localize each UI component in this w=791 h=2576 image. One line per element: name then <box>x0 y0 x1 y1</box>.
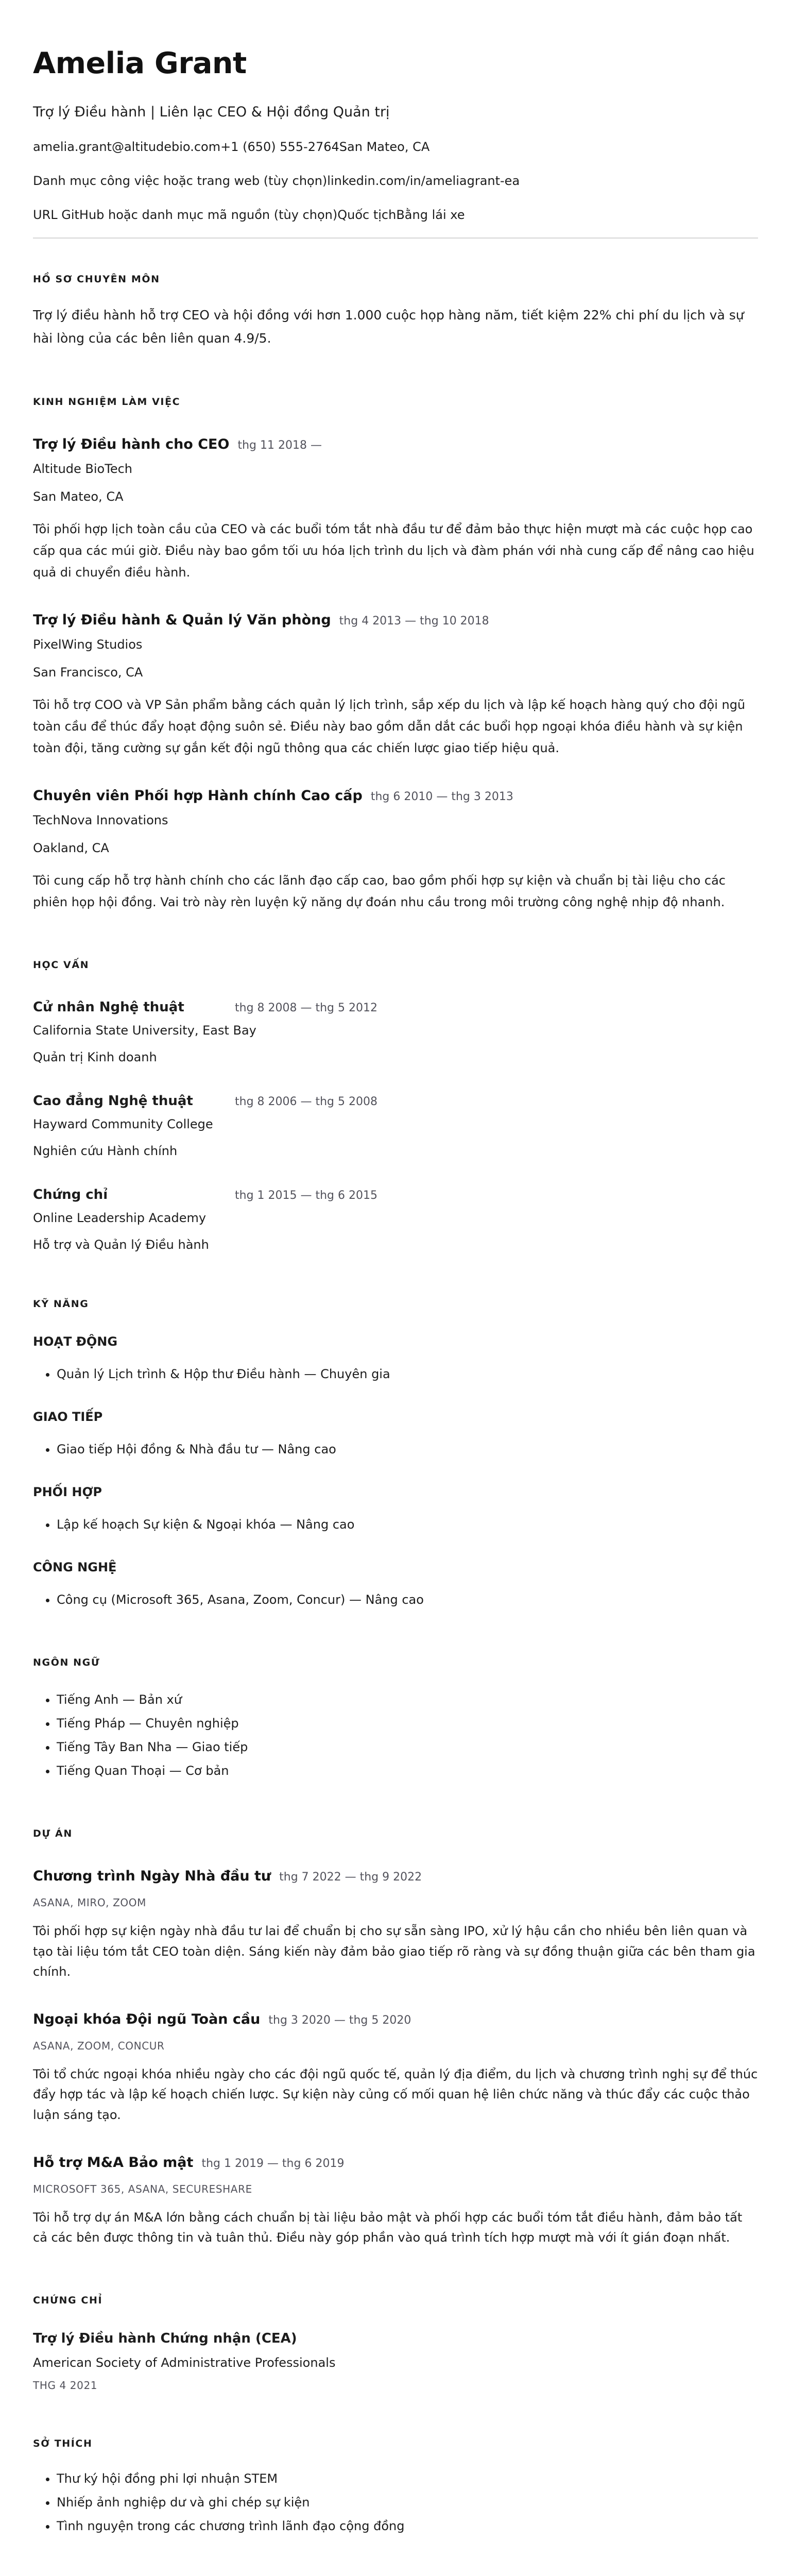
section-heading-profile: HỒ SƠ CHUYÊN MÔN <box>33 274 160 285</box>
section-heading-languages: NGÔN NGỮ <box>33 1657 100 1668</box>
section-projects <box>33 1828 758 2248</box>
skills-group-name: GIAO TIẾP <box>33 1410 103 1424</box>
skills-group <box>33 1485 758 1535</box>
project-title: Hỗ trợ M&A Bảo mật <box>33 2154 194 2171</box>
section-skills <box>33 1298 758 1611</box>
job-description: Tôi hỗ trợ COO và VP Sản phẩm bằng cách quản lý lịch trình, sắp xếp du lịch và lập kế hoạch hàng quý cho đội ngũ toàn cầu để thúc đẩy hoạt động suôn sẻ. Điều này bao gồm dẫn dắt các buổi họp ngoại khóa điều hành và sự kiện toàn đội, tăng cường sự gắn kết đội ngũ thông qua các chiến lược giao tiếp hiệu quả. <box>33 698 746 755</box>
section-profile <box>33 274 758 350</box>
job-entry <box>33 788 758 913</box>
job-entry-head <box>33 788 758 804</box>
section-languages <box>33 1657 758 1782</box>
project-description: Tôi phối hợp sự kiện ngày nhà đầu tư lai để chuẩn bị cho sự sẵn sàng IPO, xử lý hậu cần cho nhiều bên liên quan và tạo tài liệu tóm tắt CEO toàn diện. Sáng kiến này đảm bảo giao tiếp rõ ràng và sự đồng thuận giữa các bên tham gia chính. <box>33 1924 755 1979</box>
language-item: • Tiếng Anh — Bản xứ <box>57 1689 758 1710</box>
job-subtitle: Trợ lý Điều hành | Liên lạc CEO & Hội đồng Quản trị <box>33 104 390 120</box>
section-experience <box>33 396 758 913</box>
cert-name: Trợ lý Điều hành Chứng nhận (CEA) <box>33 2330 297 2346</box>
skills-list <box>33 1514 758 1535</box>
job-description: Tôi phối hợp lịch toàn cầu của CEO và các buổi tóm tắt nhà đầu tư để đảm bảo thực hiện mượt mà các cuộc họp cao cấp qua các múi giờ. Điều này bao gồm tối ưu hóa lịch trình du lịch và đàm phán với nhà cung cấp để nâng cao hiệu quả di chuyển điều hành. <box>33 522 754 580</box>
education-entry-head <box>33 1093 758 1109</box>
job-dates: thg 11 2018 — <box>237 439 322 452</box>
contact-line-1: amelia.grant@altitudebio.com+1 (650) 555-2764San Mateo, CA <box>33 140 430 154</box>
skill-item: • Giao tiếp Hội đồng & Nhà đầu tư — Nâng cao <box>57 1438 758 1460</box>
job-dates: thg 4 2013 — thg 10 2018 <box>339 615 489 628</box>
skills-list <box>33 1589 758 1611</box>
edu-field: Hỗ trợ và Quản lý Điều hành <box>33 1238 209 1252</box>
project-entry <box>33 2011 758 2126</box>
section-heading-education: HỌC VẤN <box>33 959 90 971</box>
edu-school: California State University, East Bay <box>33 1023 256 1038</box>
language-item: • Tiếng Tây Ban Nha — Giao tiếp <box>57 1736 758 1758</box>
edu-dates: thg 8 2006 — thg 5 2008 <box>235 1095 377 1108</box>
project-dates: thg 7 2022 — thg 9 2022 <box>279 1871 422 1884</box>
skills-group <box>33 1410 758 1460</box>
languages-list <box>33 1689 758 1782</box>
job-entry <box>33 436 758 583</box>
cert-date: THG 4 2021 <box>33 2379 98 2392</box>
job-location: Oakland, CA <box>33 841 109 855</box>
resume-header <box>33 46 758 239</box>
skills-group-name: PHỐI HỢP <box>33 1485 102 1499</box>
project-tools: ASANA, MIRO, ZOOM <box>33 1896 146 1909</box>
education-entry <box>33 1093 758 1158</box>
edu-dates: thg 8 2008 — thg 5 2012 <box>235 1002 377 1014</box>
language-item: • Tiếng Pháp — Chuyên nghiệp <box>57 1713 758 1734</box>
section-certifications <box>33 2295 758 2392</box>
project-title: Ngoại khóa Đội ngũ Toàn cầu <box>33 2011 261 2027</box>
project-entry-head <box>33 2011 758 2027</box>
project-tools: MICROSOFT 365, ASANA, SECURESHARE <box>33 2182 252 2195</box>
project-description: Tôi tổ chức ngoại khóa nhiều ngày cho các đội ngũ quốc tế, quản lý địa điểm, du lịch và chương trình nghị sự để thúc đẩy hợp tác và lập kế hoạch chiến lược. Sự kiện này củng cố mối quan hệ liên chức năng và thúc đẩy các cuộc thảo luận sáng tạo. <box>33 2066 758 2122</box>
project-title: Chương trình Ngày Nhà đầu tư <box>33 1868 271 1884</box>
contact-line-3: URL GitHub hoặc danh mục mã nguồn (tùy chọn)Quốc tịchBằng lái xe <box>33 208 465 222</box>
edu-school: Hayward Community College <box>33 1117 213 1131</box>
job-location: San Mateo, CA <box>33 489 124 504</box>
hobby-item: • Tình nguyện trong các chương trình lãnh đạo cộng đồng <box>57 2515 758 2537</box>
project-entry <box>33 1868 758 1982</box>
skills-group <box>33 1334 758 1385</box>
skills-group <box>33 1560 758 1611</box>
skills-group-name: CÔNG NGHỆ <box>33 1560 117 1574</box>
edu-degree: Cử nhân Nghệ thuật <box>33 999 184 1015</box>
language-item: • Tiếng Quan Thoại — Cơ bản <box>57 1760 758 1782</box>
project-tools: ASANA, ZOOM, CONCUR <box>33 2039 165 2052</box>
section-education <box>33 959 758 1252</box>
section-heading-experience: KINH NGHIỆM LÀM VIỆC <box>33 396 181 408</box>
section-heading-hobbies: SỞ THÍCH <box>33 2437 93 2449</box>
job-company: PixelWing Studios <box>33 637 143 652</box>
section-hobbies <box>33 2438 758 2537</box>
skills-list <box>33 1438 758 1460</box>
section-heading-skills: KỸ NĂNG <box>33 1298 89 1310</box>
edu-school: Online Leadership Academy <box>33 1211 207 1225</box>
job-title: Trợ lý Điều hành & Quản lý Văn phòng <box>33 612 331 628</box>
job-entry-head <box>33 436 758 452</box>
cert-issuer: American Society of Administrative Professionals <box>33 2355 336 2370</box>
edu-field: Nghiên cứu Hành chính <box>33 1144 178 1158</box>
project-entry <box>33 2155 758 2248</box>
skills-list <box>33 1363 758 1385</box>
job-description: Tôi cung cấp hỗ trợ hành chính cho các lãnh đạo cấp cao, bao gồm phối hợp sự kiện và chuẩn bị tài liệu cho các phiên họp hội đồng. Vai trò này rèn luyện kỹ năng dự đoán nhu cầu trong môi trường công nghệ nhịp độ nhanh. <box>33 873 726 909</box>
education-entry <box>33 1187 758 1252</box>
job-entry-head <box>33 612 758 628</box>
edu-degree: Chứng chỉ <box>33 1187 108 1202</box>
contact-line-2: Danh mục công việc hoặc trang web (tùy chọn)linkedin.com/in/ameliagrant-ea <box>33 174 520 188</box>
project-description: Tôi hỗ trợ dự án M&A lớn bằng cách chuẩn bị tài liệu bảo mật và phối hợp các buổi tóm tắt điều hành, đảm bảo tất cả các bên được thông tin và tuân thủ. Điều này góp phần vào quá trình tích hợp mượt mà với ít gián đoạn nhất. <box>33 2210 743 2245</box>
skill-item: • Lập kế hoạch Sự kiện & Ngoại khóa — Nâng cao <box>57 1514 758 1535</box>
hobby-item: • Thư ký hội đồng phi lợi nhuận STEM <box>57 2468 758 2489</box>
section-heading-projects: DỰ ÁN <box>33 1828 73 1839</box>
job-title: Trợ lý Điều hành cho CEO <box>33 436 230 452</box>
education-entry <box>33 999 758 1064</box>
project-entry-head <box>33 1868 758 1884</box>
hobbies-list <box>33 2468 758 2537</box>
edu-field: Quản trị Kinh doanh <box>33 1050 157 1064</box>
section-heading-certifications: CHỨNG CHỈ <box>33 2294 103 2306</box>
job-company: Altitude BioTech <box>33 462 132 476</box>
project-dates: thg 1 2019 — thg 6 2019 <box>201 2157 345 2170</box>
skills-group-name: HOẠT ĐỘNG <box>33 1334 118 1349</box>
hobby-item: • Nhiếp ảnh nghiệp dư và ghi chép sự kiện <box>57 2492 758 2513</box>
profile-text: Trợ lý điều hành hỗ trợ CEO và hội đồng với hơn 1.000 cuộc họp hàng năm, tiết kiệm 22% chi phí du lịch và sự hài lòng của các bên liên quan 4.9/5. <box>33 308 744 346</box>
job-entry <box>33 612 758 759</box>
project-entry-head <box>33 2155 758 2171</box>
name-heading: Amelia Grant <box>33 46 247 80</box>
edu-dates: thg 1 2015 — thg 6 2015 <box>235 1189 377 1202</box>
header-divider <box>33 238 758 239</box>
education-entry-head <box>33 1187 758 1202</box>
job-title: Chuyên viên Phối hợp Hành chính Cao cấp <box>33 788 363 804</box>
education-entry-head <box>33 999 758 1015</box>
skill-item: • Công cụ (Microsoft 365, Asana, Zoom, Concur) — Nâng cao <box>57 1589 758 1611</box>
skill-item: • Quản lý Lịch trình & Hộp thư Điều hành — Chuyên gia <box>57 1363 758 1385</box>
job-dates: thg 6 2010 — thg 3 2013 <box>370 790 513 803</box>
edu-degree: Cao đẳng Nghệ thuật <box>33 1093 193 1109</box>
project-dates: thg 3 2020 — thg 5 2020 <box>268 2013 411 2027</box>
job-location: San Francisco, CA <box>33 665 143 680</box>
job-company: TechNova Innovations <box>33 813 168 827</box>
